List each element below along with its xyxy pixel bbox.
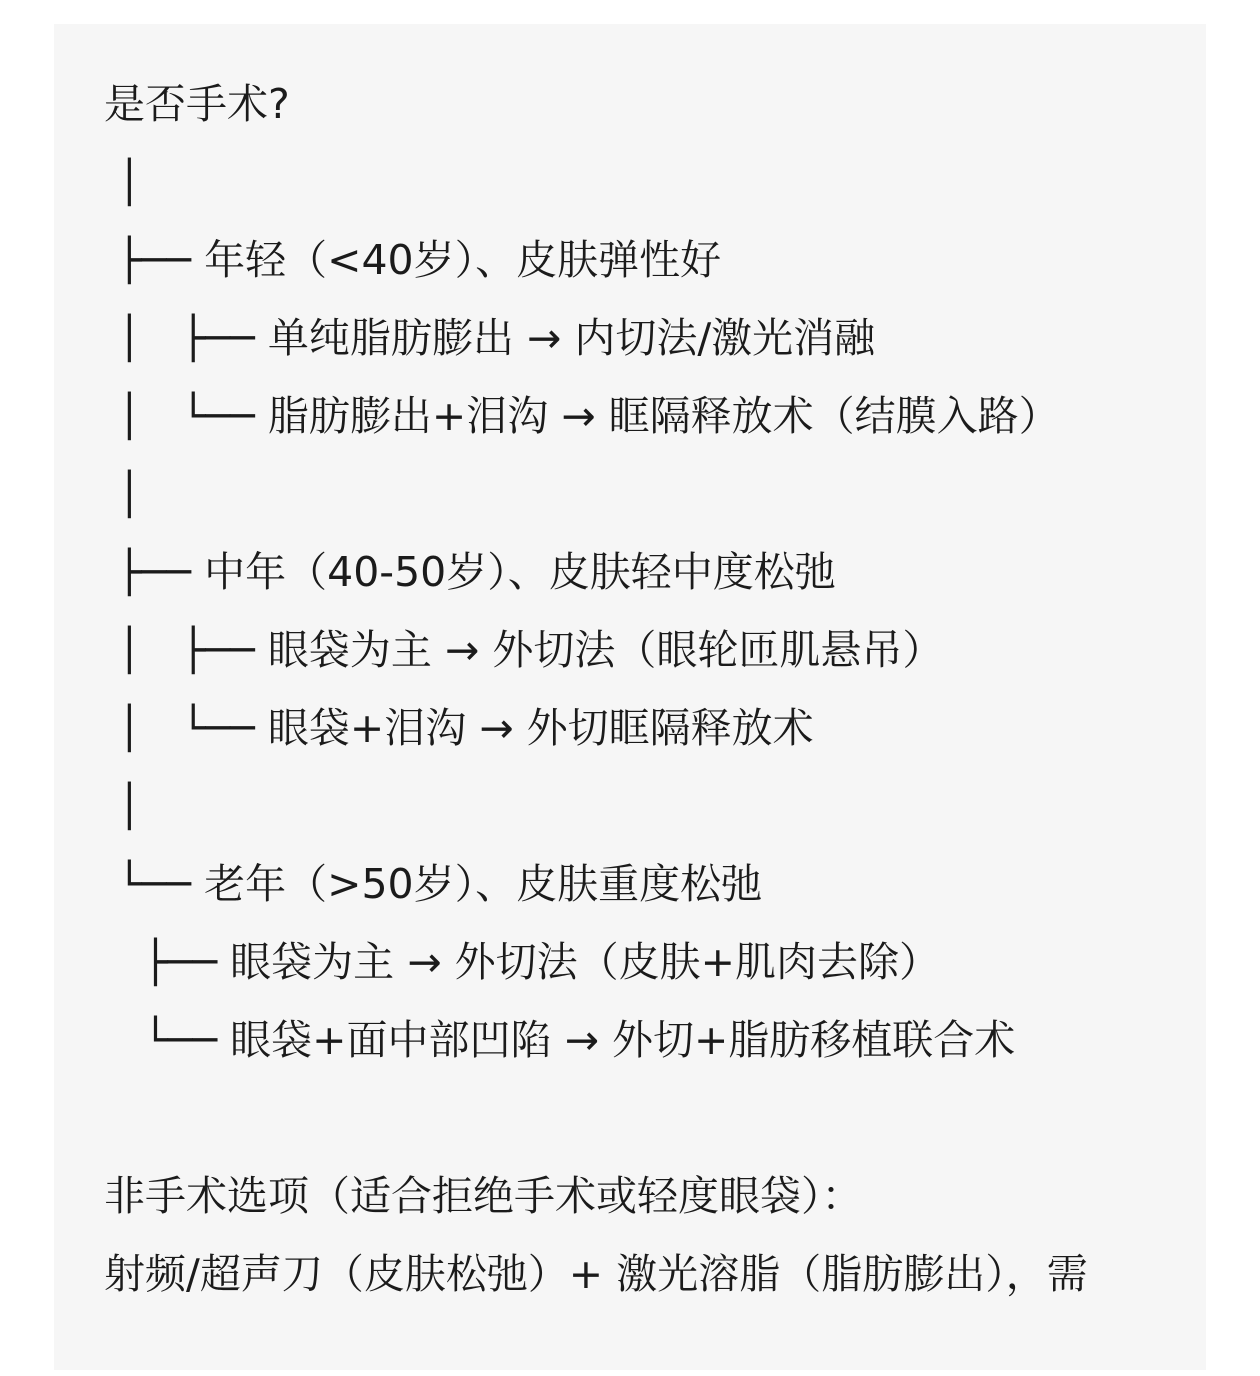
code-line-middle-option-2: │ └── 眼袋+泪沟 → 外切眶隔释放术 xyxy=(104,704,814,752)
code-line-young-option-1: │ ├── 单纯脂肪膨出 → 内切法/激光消融 xyxy=(104,314,876,362)
code-line-nonsurgical-heading: 非手术选项（适合拒绝手术或轻度眼袋）： xyxy=(104,1172,863,1220)
code-line-branch-young: ├── 年轻（<40岁）、皮肤弹性好 xyxy=(104,236,722,284)
code-line-young-option-2: │ └── 脂肪膨出+泪沟 → 眶隔释放术（结膜入路） xyxy=(104,392,1060,440)
code-block xyxy=(54,24,1206,1370)
code-line-middle-option-1: │ ├── 眼袋为主 → 外切法（眼轮匝肌悬吊） xyxy=(104,626,944,674)
code-line-elderly-option-2: └── 眼袋+面中部凹陷 → 外切+脂肪移植联合术 xyxy=(104,1016,1016,1064)
code-line-nonsurgical-detail: 射频/超声刀（皮肤松弛）+ 激光溶脂（脂肪膨出），需 xyxy=(104,1250,1088,1298)
code-line-branch-middle-age: ├── 中年（40-50岁）、皮肤轻中度松弛 xyxy=(104,548,836,596)
code-line-connector: │ xyxy=(104,782,142,830)
code-line-elderly-option-1: ├── 眼袋为主 → 外切法（皮肤+肌肉去除） xyxy=(104,938,940,986)
code-line-branch-elderly: └── 老年（>50岁）、皮肤重度松弛 xyxy=(104,860,763,908)
code-line-connector: │ xyxy=(104,158,142,206)
code-line-question: 是否手术? xyxy=(104,80,290,128)
code-line-connector: │ xyxy=(104,470,142,518)
